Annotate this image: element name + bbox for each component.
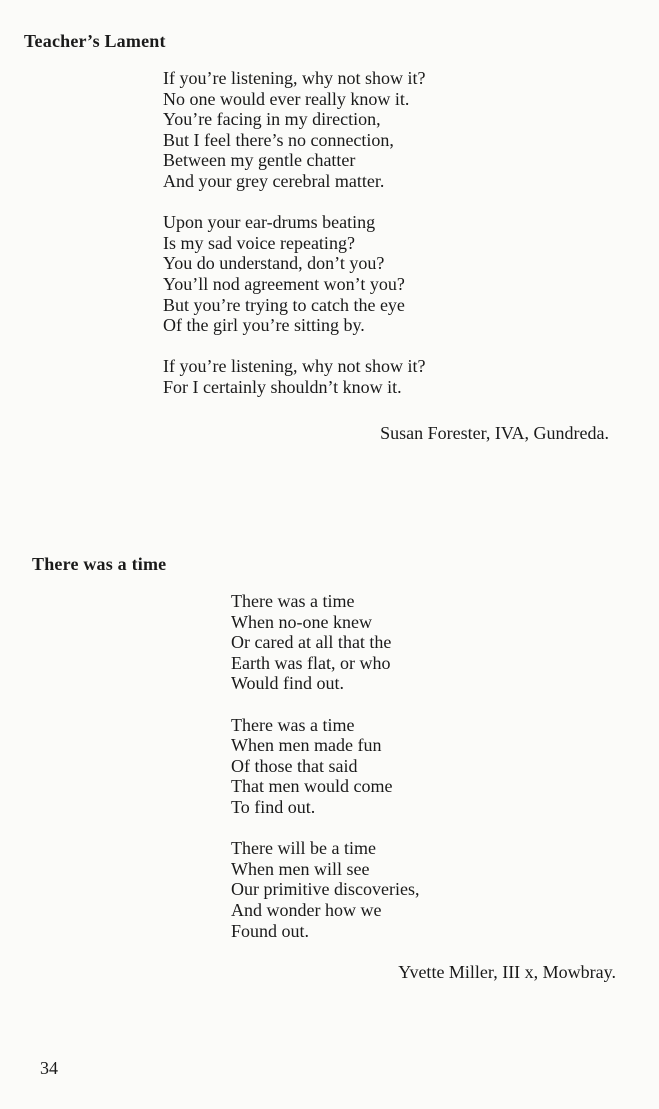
poem-title: There was a time xyxy=(32,554,167,574)
poem-line: There was a time xyxy=(231,714,355,735)
poem-body xyxy=(163,68,425,398)
poem-line: When no-one knew xyxy=(231,611,372,632)
poem-line: For I certainly shouldn’t know it. xyxy=(163,376,402,397)
poem-body xyxy=(231,591,419,941)
poem-line: To find out. xyxy=(231,796,316,817)
poem-line: And wonder how we xyxy=(231,899,382,920)
poem-line: Would find out. xyxy=(231,673,345,694)
poem-line: Is my sad voice repeating? xyxy=(163,232,355,253)
poem-line: Found out. xyxy=(231,920,310,941)
poem-title: Teacher’s Lament xyxy=(24,31,166,51)
poem-line: If you’re listening, why not show it? xyxy=(163,68,426,88)
poem-attribution: Yvette Miller, III x, Mowbray. xyxy=(398,962,616,982)
poem-line: Of the girl you’re sitting by. xyxy=(163,315,365,336)
stanza xyxy=(231,715,419,818)
poem-line: When men made fun xyxy=(231,735,382,756)
stanza xyxy=(231,838,419,941)
stanza xyxy=(163,356,425,397)
poem-line: But I feel there’s no connection, xyxy=(163,129,394,150)
poem-line: And your grey cerebral matter. xyxy=(163,170,385,191)
poem-line: You’ll nod agreement won’t you? xyxy=(163,273,405,294)
poem-line: If you’re listening, why not show it? xyxy=(163,356,426,377)
poem-line: Or cared at all that the xyxy=(231,632,392,653)
stanza xyxy=(163,212,425,336)
poem-line: There will be a time xyxy=(231,838,376,859)
poem-line: But you’re trying to catch the eye xyxy=(163,294,405,315)
stanza xyxy=(231,591,419,694)
poem-line: That men would come xyxy=(231,776,393,797)
poem-line: You’re facing in my direction, xyxy=(163,109,381,130)
poem-line: When men will see xyxy=(231,858,370,879)
poem-line: Between my gentle chatter xyxy=(163,150,356,171)
stanza xyxy=(163,68,425,192)
poem-line: No one would ever really know it. xyxy=(163,88,410,109)
page-number: 34 xyxy=(40,1058,58,1078)
poem-line: Upon your ear-drums beating xyxy=(163,212,376,233)
poem-attribution: Susan Forester, IVA, Gundreda. xyxy=(380,423,609,443)
poem-line: Of those that said xyxy=(231,755,358,776)
poem-line: Our primitive discoveries, xyxy=(231,879,420,900)
poem-line: You do understand, don’t you? xyxy=(163,253,385,274)
poem-line: Earth was flat, or who xyxy=(231,652,391,673)
poem-line: There was a time xyxy=(231,591,355,611)
